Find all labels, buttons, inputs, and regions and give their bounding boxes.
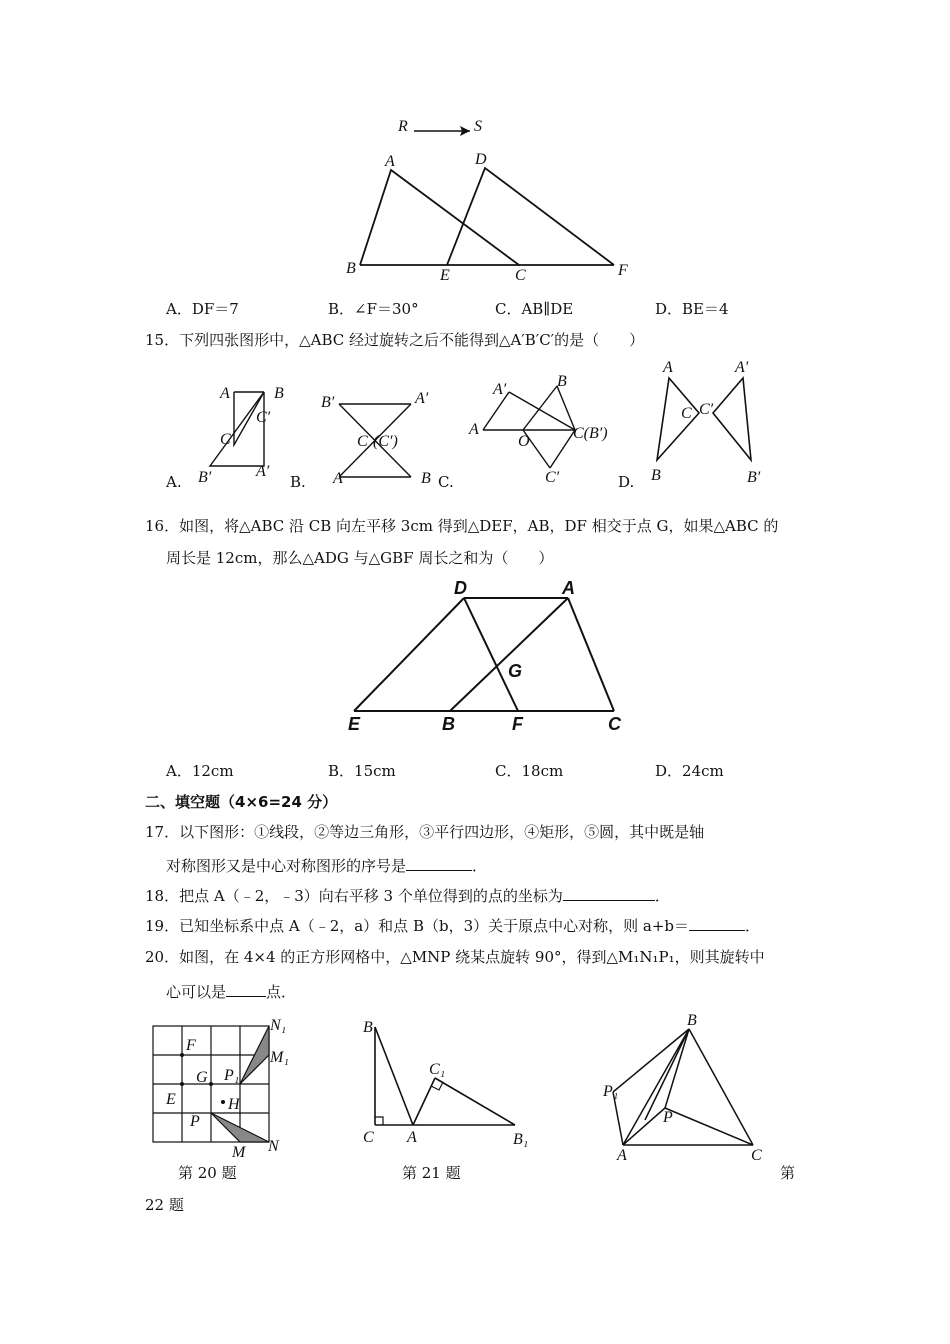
q20-text: 心可以是 — [166, 983, 227, 1001]
q15-figure-b — [315, 385, 440, 485]
figc-label-CBp: C(B′) — [573, 425, 608, 442]
q16-option-b: B．15cm — [328, 762, 396, 780]
fig20-label-M: M — [232, 1144, 246, 1161]
q16-option-d: D．24cm — [655, 762, 724, 780]
fig22-label-C: C — [751, 1147, 762, 1164]
q17-answer-blank[interactable] — [406, 856, 472, 871]
figb-label-B: B — [421, 470, 431, 487]
figc-label-Ap: A′ — [493, 381, 507, 398]
figa-label-Bp: B′ — [198, 469, 212, 486]
figa-label-Ap: A′ — [256, 463, 270, 480]
fig20-label-H: H — [228, 1096, 240, 1113]
q15-stem: 15．下列四张图形中，△ABC 经过旋转之后不能得到△A′B′C′的是（ ） — [145, 331, 645, 349]
label-S: S — [474, 118, 482, 135]
fig22-label-A: A — [617, 1147, 627, 1164]
fig21-label-B: B — [363, 1019, 373, 1036]
q18-end: ． — [654, 887, 670, 905]
figb-label-Bp: B′ — [321, 394, 335, 411]
label-R: R — [398, 118, 408, 135]
figa-label-A: A — [220, 385, 230, 402]
figa-label-Cp: C′ — [256, 409, 271, 426]
figa-label-C: C — [220, 431, 231, 448]
section2-title: 二、填空题（4×6=24 分） — [145, 793, 338, 811]
q14-option-a: A．DF＝7 — [166, 300, 239, 318]
figc-label-Cp: C′ — [545, 469, 560, 486]
q14-option-d: D．BE＝4 — [655, 300, 729, 318]
q15-figure-d — [645, 358, 775, 488]
q15-option-d: D. — [618, 473, 635, 491]
q17-line1: 17．以下图形：①线段，②等边三角形，③平行四边形，④矩形，⑤圆，其中既是轴 — [145, 823, 705, 841]
figd-label-Ap: A′ — [735, 359, 749, 376]
fig21-label-C: C — [363, 1129, 374, 1146]
fig20-label-F: F — [186, 1037, 196, 1054]
fig22-label-B: B — [687, 1012, 697, 1029]
q16-stem-line2: 周长是 12cm，那么△ADG 与△GBF 周长之和为（ ） — [166, 549, 554, 567]
q16-label-E: E — [348, 714, 361, 734]
q15-figure-a — [190, 380, 290, 485]
q18-answer-blank[interactable] — [563, 886, 655, 901]
q16-label-B: B — [442, 714, 455, 734]
figc-label-B: B — [557, 373, 567, 390]
q20-line2 — [166, 982, 296, 1002]
q18-text: 18．把点 A（﹣2，﹣3）向右平移 3 个单位得到的点的坐标为 — [145, 887, 563, 905]
figb-label-C: C — [357, 433, 368, 450]
figc-label-O: O — [518, 433, 530, 450]
fig20-label-P1: P₁ — [224, 1067, 240, 1084]
q16-label-C: C — [608, 714, 621, 734]
q17-text: 对称图形又是中心对称图形的序号是 — [166, 857, 407, 875]
q15-option-b: B. — [290, 473, 306, 491]
fig20-label-N: N — [268, 1138, 279, 1155]
fig21-label-C1: C₁ — [429, 1061, 446, 1078]
fig22-caption-a: 第 — [780, 1164, 796, 1182]
figd-label-Cp: C′ — [699, 401, 714, 418]
q16-label-D: D — [454, 578, 467, 598]
fig22-label-P1: P₁ — [603, 1083, 619, 1100]
label-D: D — [475, 151, 487, 168]
fig21-label-B1: B₁ — [513, 1131, 529, 1148]
fig22-figure — [595, 1010, 785, 1165]
q16-label-G: G — [508, 661, 523, 681]
label-B: B — [346, 260, 356, 277]
fig21-label-A: A — [407, 1129, 417, 1146]
fig20-caption: 第 20 题 — [178, 1164, 237, 1182]
figb-label-A: A — [333, 470, 343, 487]
q14-option-c: C．AB∥DE — [495, 300, 574, 318]
q17-line2 — [166, 856, 487, 876]
q16-figure — [340, 576, 640, 736]
q19-end: ． — [745, 917, 761, 935]
label-F: F — [618, 262, 628, 279]
label-E: E — [440, 267, 450, 284]
figd-label-A: A — [663, 359, 673, 376]
fig21-figure — [355, 1010, 545, 1160]
q18-line — [145, 886, 670, 906]
fig21-caption: 第 21 题 — [402, 1164, 461, 1182]
figd-label-Bp: B′ — [747, 469, 761, 486]
q17-end: ． — [472, 857, 488, 875]
q16-label-A: A — [562, 578, 575, 598]
q20-answer-blank[interactable] — [226, 982, 266, 997]
fig20-grid-figure — [148, 1018, 298, 1163]
q16-option-a: A．12cm — [166, 762, 234, 780]
q20-end: 点． — [266, 983, 297, 1001]
q14-option-b: B．∠F＝30° — [328, 300, 419, 318]
fig20-label-E: E — [166, 1091, 176, 1108]
fig20-label-M1: M₁ — [270, 1049, 289, 1066]
q16-option-c: C．18cm — [495, 762, 564, 780]
q20-line1: 20．如图，在 4×4 的正方形网格中，△MNP 绕某点旋转 90°，得到△M₁N₁P₁，则其旋转中 — [145, 948, 765, 966]
fig20-label-N1: N₁ — [270, 1017, 287, 1034]
fig22-caption-b: 22 题 — [145, 1196, 184, 1214]
figd-label-B: B — [651, 467, 661, 484]
q16-label-F: F — [512, 714, 523, 734]
label-C: C — [515, 267, 526, 284]
figd-label-C: C — [681, 405, 692, 422]
fig20-label-P: P — [190, 1113, 200, 1130]
q16-stem-line1: 16．如图，将△ABC 沿 CB 向左平移 3cm 得到△DEF，AB，DF 相交于点 G，如果△ABC 的 — [145, 517, 779, 535]
q19-text: 19．已知坐标系中点 A（﹣2，a）和点 B（b，3）关于原点中心对称，则 a+b＝ — [145, 917, 689, 935]
q19-line — [145, 916, 760, 936]
q15-option-a: A. — [166, 473, 182, 491]
figb-label-Cp: (C′) — [373, 433, 398, 450]
q15-option-c: C. — [438, 473, 454, 491]
figa-label-B: B — [274, 385, 284, 402]
figb-label-Ap: A′ — [415, 390, 429, 407]
figc-label-A: A — [469, 421, 479, 438]
q19-answer-blank[interactable] — [689, 916, 745, 931]
q15-figure-c — [465, 372, 620, 487]
label-A: A — [385, 153, 395, 170]
fig20-label-G: G — [196, 1069, 208, 1086]
q14-figure — [330, 110, 650, 290]
fig22-label-P: P — [663, 1109, 673, 1126]
